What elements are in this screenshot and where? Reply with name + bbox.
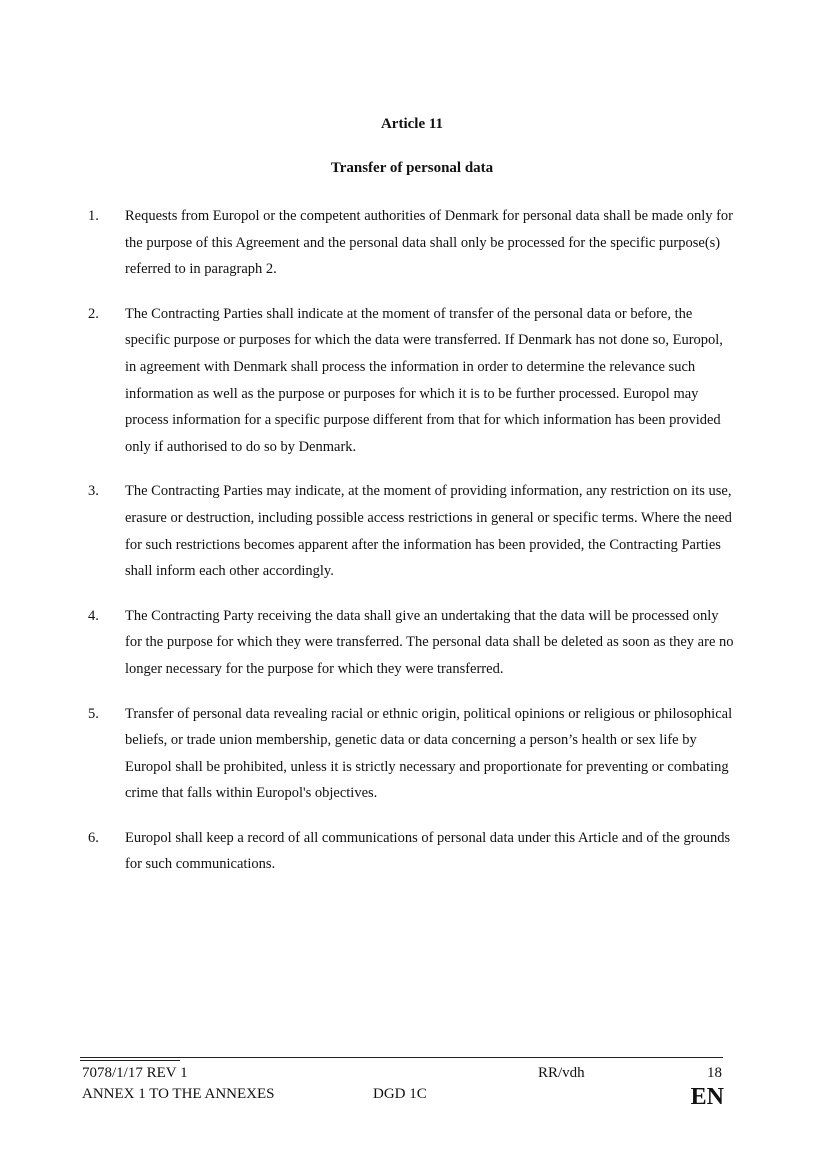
- paragraph-2: [0, 301, 828, 461]
- paragraph-4: [0, 603, 828, 683]
- paragraph-number: 4.: [88, 607, 99, 624]
- paragraph-text: Europol shall keep a record of all communications of personal data under this Article and of the grounds for such communications.: [125, 829, 731, 873]
- footer-page-number: 18: [707, 1065, 722, 1081]
- paragraph-text: Requests from Europol or the competent authorities of Denmark for personal data shall be made only for the purpose of this Agreement and the personal data shall only be processed for the specific purpose(s) referred to in paragraph 2.: [125, 208, 734, 278]
- paragraph-list: [0, 203, 828, 896]
- paragraph-text: The Contracting Party receiving the data shall give an undertaking that the data will be processed only for the purpose for which they were transferred. The personal data shall be deleted as soon as they are no longer necessary for the purpose for which they were transferred.: [125, 607, 734, 677]
- paragraph-text: The Contracting Parties may indicate, at the moment of providing information, any restriction on its use, erasure or destruction, including possible access restrictions in general or specific terms. Where the need for such restrictions becomes apparent after the information has been provided, the Contracting Parties shall inform each other accordingly.: [125, 483, 732, 580]
- paragraph-1: [0, 203, 828, 283]
- footer-divider: [80, 1057, 723, 1058]
- paragraph-3: [0, 478, 828, 584]
- paragraph-text: Transfer of personal data revealing racial or ethnic origin, political opinions or religious or philosophical beliefs, or trade union membership, genetic data or data concerning a person’s health or sex life by Europol shall be prohibited, unless it is strictly necessary and proportionate for preventing or combating crime that falls within Europol's objectives.: [125, 705, 733, 802]
- paragraph-number: 2.: [88, 305, 99, 322]
- paragraph-6: [0, 825, 828, 878]
- footer-document-reference: 7078/1/17 REV 1: [82, 1065, 188, 1081]
- paragraph-5: [0, 701, 828, 807]
- paragraph-number: 1.: [88, 208, 99, 224]
- paragraph-number: 5.: [88, 705, 99, 722]
- paragraph-number: 3.: [88, 483, 99, 500]
- footer-initials: RR/vdh: [538, 1065, 585, 1081]
- footer-annex-label: ANNEX 1 TO THE ANNEXES: [82, 1086, 275, 1102]
- paragraph-number: 6.: [88, 829, 99, 846]
- article-title: Transfer of personal data: [330, 160, 494, 176]
- paragraph-text: The Contracting Parties shall indicate at the moment of transfer of the personal data or before, the specific purpose or purposes for which the data were transferred. If Denmark has not done so, Europol, in agreement with Denmark shall process the information in order to determine the relevance such information as well as the purpose or purposes for which it is to be further processed. Europol may process information for a specific purpose different from that for which information has been provided only if authorised to do so by Denmark.: [125, 305, 723, 455]
- footer-dgd: DGD 1C: [373, 1086, 427, 1102]
- footer-language-code: EN: [690, 1084, 724, 1110]
- article-number: Article 11: [380, 116, 444, 132]
- footer-divider-short: [80, 1060, 180, 1061]
